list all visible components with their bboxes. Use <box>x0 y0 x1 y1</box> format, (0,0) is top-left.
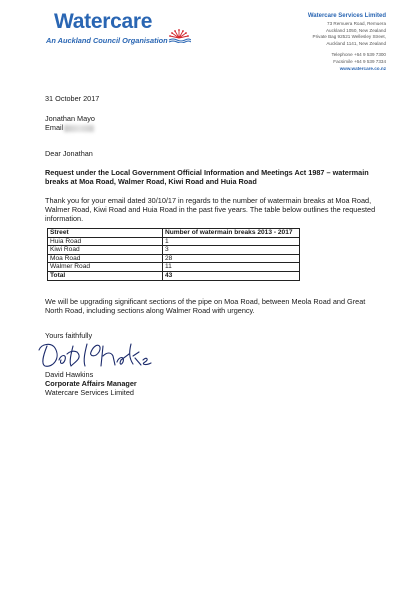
telephone: Telephone +64 9 539 7300 <box>331 52 386 58</box>
signer-company: Watercare Services Limited <box>45 388 134 398</box>
letter-date: 31 October 2017 <box>45 94 100 103</box>
signer-name: David Hawkins <box>45 370 94 379</box>
column-header-street: Street <box>48 229 163 238</box>
postal-line: Auckland 1141, New Zealand <box>326 40 386 46</box>
street-cell: Walmer Road <box>48 263 163 272</box>
salutation: Dear Jonathan <box>45 149 93 158</box>
breaks-cell: 1 <box>163 237 300 246</box>
logo-tagline: An Auckland Council Organisation <box>46 36 168 45</box>
logo-wordmark: Watercare <box>54 10 153 33</box>
table-row <box>48 263 300 272</box>
redacted-email <box>64 125 94 132</box>
breaks-cell: 3 <box>163 246 300 255</box>
total-label: Total <box>48 271 163 280</box>
recipient-email-label: Email <box>45 123 64 133</box>
address-line: 73 Remuera Road, Remuera <box>327 21 386 26</box>
recipient-email <box>45 123 95 132</box>
recipient-block <box>45 114 95 132</box>
closing: Yours faithfully <box>45 331 93 340</box>
street-cell: Kiwi Road <box>48 246 163 255</box>
total-value: 43 <box>163 271 300 280</box>
company-details <box>236 12 386 72</box>
paragraph-upgrade: We will be upgrading significant sections of the pipe on Moa Road, between Meola Road and Great North Road, including sections along Walmer Road with urgency. <box>45 297 366 316</box>
signer-block <box>45 370 137 398</box>
breaks-cell: 11 <box>163 263 300 272</box>
watermain-breaks-table <box>47 228 300 281</box>
street-cell: Huia Road <box>48 237 163 246</box>
watercare-logo <box>46 10 196 50</box>
table-total-row <box>48 271 300 280</box>
handwritten-signature <box>33 338 153 370</box>
paragraph-intro: Thank you for your email dated 30/10/17 in regards to the number of watermain breaks at Moa Road, Walmer Road, Kiwi Road and Huia Road in the past five years. The table below outlines the requested information. <box>45 196 376 224</box>
website-link[interactable]: www.watercare.co.nz <box>339 65 386 71</box>
company-name: Watercare Services Limited <box>307 13 386 19</box>
signer-title: Corporate Affairs Manager <box>45 379 137 389</box>
pohutukawa-flower-icon <box>167 29 191 43</box>
recipient-name: Jonathan Mayo <box>45 114 95 123</box>
breaks-cell: 28 <box>163 254 300 263</box>
postal-line: Private Bag 92521 Wellesley Street, <box>312 34 386 40</box>
address-line: Auckland 1050, New Zealand <box>325 27 386 33</box>
subject-line: Request under the Local Government Official Information and Meetings Act 1987 – watermain breaks at Moa Road, Walmer Road, Kiwi Road and Huia Road <box>45 168 369 187</box>
facsimile: Facsimile +64 9 539 7334 <box>333 58 386 64</box>
column-header-breaks: Number of watermain breaks 2013 - 2017 <box>163 229 300 238</box>
table-row <box>48 237 300 246</box>
street-cell: Moa Road <box>48 254 163 263</box>
table-header-row <box>48 229 300 238</box>
table-row <box>48 254 300 263</box>
table-row <box>48 246 300 255</box>
